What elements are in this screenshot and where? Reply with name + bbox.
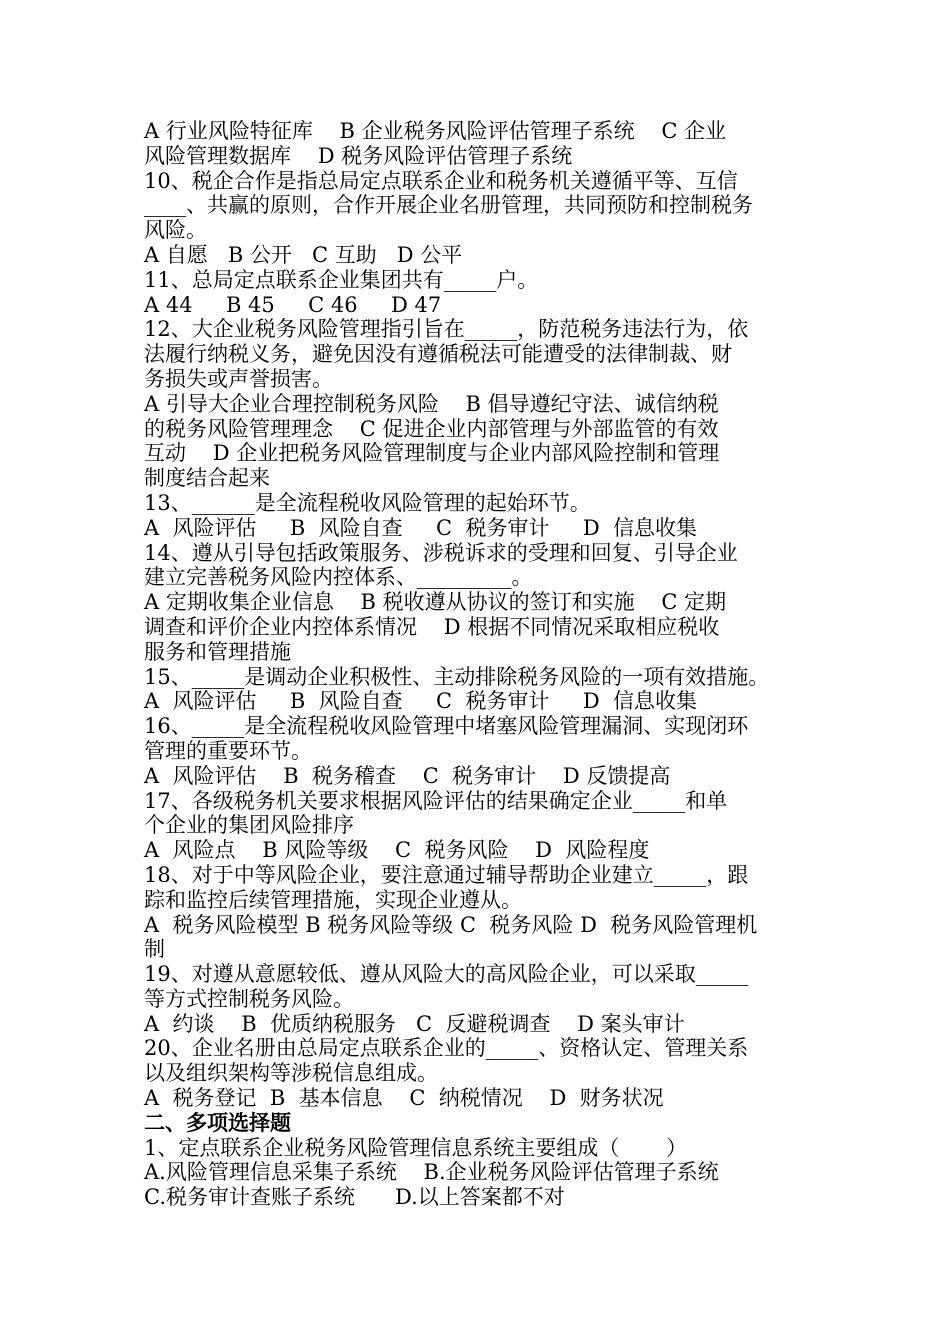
text-line: 以及组织架构等涉税信息组成。 — [144, 1061, 438, 1086]
multi-options-1: A.风险管理信息采集子系统 B.企业税务风险评估管理子系统 — [144, 1160, 719, 1185]
text-line: 服务和管理措施 — [144, 639, 291, 664]
text-line: 管理的重要环节。 — [144, 738, 312, 763]
options-11: A 44 B 45 C 46 D 47 — [144, 292, 442, 317]
options-10: A 自愿 B 公开 C 互助 D 公平 — [144, 242, 463, 267]
text-line: 风险管理数据库 D 税务风险评估管理子系统 — [144, 143, 573, 168]
text-line: A 行业风险特征库 B 企业税务风险评估管理子系统 C 企业 — [144, 119, 727, 143]
options-15: A 风险评估 B 风险自查 C 税务审计 D 信息收集 — [144, 689, 698, 714]
text-line: 制 — [144, 937, 165, 962]
text-line: 风险。 — [144, 218, 207, 243]
text-line: 个企业的集团风险排序 — [144, 813, 354, 838]
options-19: A 约谈 B 优质纳税服务 C 反避税调查 D 案头审计 — [144, 1011, 685, 1036]
document-page — [144, 119, 809, 1210]
options-16: A 风险评估 B 税务稽查 C 税务审计 D 反馈提高 — [144, 763, 671, 788]
section-heading: 二、多项选择题 — [144, 1110, 291, 1135]
question-16: 16、_____是全流程税收风险管理中堵塞风险管理漏洞、实现闭环 — [144, 714, 749, 739]
question-12: 12、大企业税务风险管理指引旨在_____，防范税务违法行为，依 — [144, 317, 749, 342]
question-10: 10、税企合作是指总局定点联系企业和税务机关遵循平等、互信 — [144, 168, 738, 193]
text-line: 踪和监控后续管理措施，实现企业遵从。 — [144, 887, 522, 912]
question-13: 13、______是全流程税收风险管理的起始环节。 — [144, 490, 591, 515]
question-19: 19、对遵从意愿较低、遵从风险大的高风险企业，可以采取_____ — [144, 962, 749, 987]
multi-question-1: 1、定点联系企业税务风险管理信息系统主要组成（ ） — [144, 1135, 688, 1160]
text-line: 制度结合起来 — [144, 466, 270, 491]
question-11: 11、总局定点联系企业集团共有_____户。 — [144, 267, 539, 292]
question-17: 17、各级税务机关要求根据风险评估的结果确定企业_____和单 — [144, 788, 728, 813]
question-18: 18、对于中等风险企业，要注意通过辅导帮助企业建立_____，跟 — [144, 862, 749, 887]
text-line: C.税务审计查账子系统 D.以上答案都不对 — [144, 1185, 565, 1210]
text-line: 调查和评价企业内控体系情况 D 根据不同情况采取相应税收 — [144, 614, 720, 639]
text-line: 法履行纳税义务，避免因没有遵循税法可能遭受的法律制裁、财 — [144, 342, 732, 367]
options-12: A 引导大企业合理控制税务风险 B 倡导遵纪守法、诚信纳税 — [144, 391, 719, 416]
options-14: A 定期收集企业信息 B 税收遵从协议的签订和实施 C 定期 — [144, 590, 727, 615]
text-line: ____、共赢的原则，合作开展企业名册管理，共同预防和控制税务 — [144, 193, 753, 218]
text-line: 建立完善税务风险内控体系、_________。 — [144, 565, 533, 590]
text-line: 务损失或声誉损害。 — [144, 366, 333, 391]
options-20: A 税务登记 B 基本信息 C 纳税情况 D 财务状况 — [144, 1086, 664, 1111]
text-line: 互动 D 企业把税务风险管理制度与企业内部风险控制和管理 — [144, 441, 720, 466]
question-15: 15、_____是调动企业积极性、主动排除税务风险的一项有效措施。 — [144, 664, 770, 689]
text-line: 的税务风险管理理念 C 促进企业内部管理与外部监管的有效 — [144, 416, 719, 441]
question-14: 14、遵从引导包括政策服务、涉税诉求的受理和回复、引导企业 — [144, 540, 738, 565]
text-line: 等方式控制税务风险。 — [144, 986, 354, 1011]
options-17: A 风险点 B 风险等级 C 税务风险 D 风险程度 — [144, 838, 650, 863]
question-20: 20、企业名册由总局定点联系企业的_____、资格认定、管理关系 — [144, 1036, 749, 1061]
options-13: A 风险评估 B 风险自查 C 税务审计 D 信息收集 — [144, 515, 698, 540]
options-18: A 税务风险模型 B 税务风险等级 C 税务风险 D 税务风险管理机 — [144, 912, 758, 937]
